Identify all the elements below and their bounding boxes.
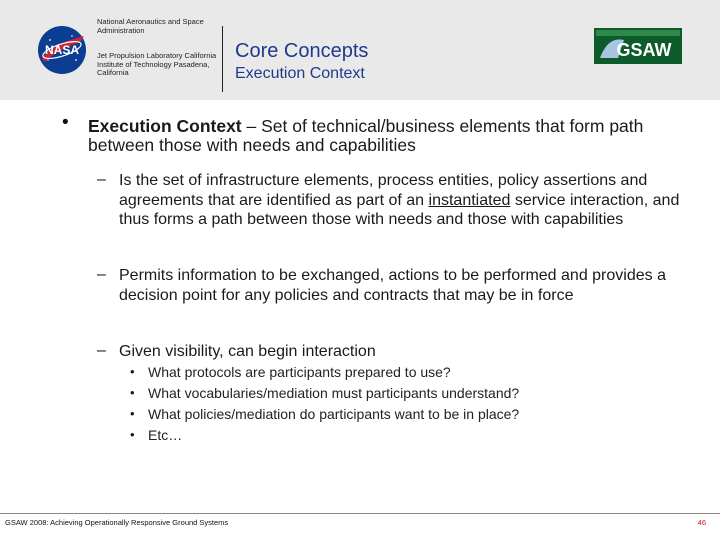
org-name-nasa: National Aeronautics and Space Administration	[97, 17, 204, 35]
dash-marker: –	[97, 342, 106, 359]
sub-bullet-2: Permits information to be exchanged, actions to be performed and provides a decision point for any policies and contracts that may be in force	[119, 267, 666, 304]
subsub-item: Etc…	[148, 427, 183, 443]
dash-marker: –	[97, 266, 106, 283]
nasa-logo-icon	[36, 24, 88, 76]
main-definition: – Set of technical/business elements that form path between those with needs and capabilities	[88, 116, 644, 155]
slide-subtitle: Execution Context	[235, 65, 365, 82]
slide-header	[0, 0, 720, 100]
sub-bullet-3: Given visibility, can begin interaction	[119, 343, 376, 360]
subsub-bullet-marker: •	[130, 427, 135, 442]
underlined-term: instantiated	[428, 191, 511, 209]
subsub-item: What policies/mediation do participants want to be in place?	[148, 406, 520, 422]
subsub-bullet-marker: •	[130, 406, 135, 421]
gsaw-logo-text: GSAW	[616, 40, 672, 60]
footer-rule	[0, 513, 720, 514]
footer-text: GSAW 2008: Achieving Operationally Responsive Ground Systems	[5, 518, 229, 527]
main-term: Execution Context	[88, 116, 242, 136]
subsub-item: What protocols are participants prepared to use?	[148, 364, 451, 380]
bullet-marker: •	[62, 112, 69, 133]
gsaw-logo-icon	[594, 28, 682, 64]
subsub-item: What vocabularies/mediation must participants understand?	[148, 385, 520, 401]
sub-bullet-1: Is the set of infrastructure elements, process entities, policy assertions and agreements that are identified as part of an instantiated service interaction, and thus forms a path between those with needs and those with capabilities	[119, 172, 680, 228]
header-divider	[222, 26, 223, 92]
org-name-jpl: Jet Propulsion Laboratory California Institute of Technology Pasadena, California	[97, 51, 217, 78]
svg-text:NASA: NASA	[44, 43, 80, 57]
page-number: 46	[697, 518, 706, 527]
main-bullet	[88, 117, 698, 155]
subsub-bullet-marker: •	[130, 385, 135, 400]
dash-marker: –	[97, 171, 106, 188]
subsub-bullet-marker: •	[130, 364, 135, 379]
slide-title: Core Concepts	[235, 40, 369, 62]
